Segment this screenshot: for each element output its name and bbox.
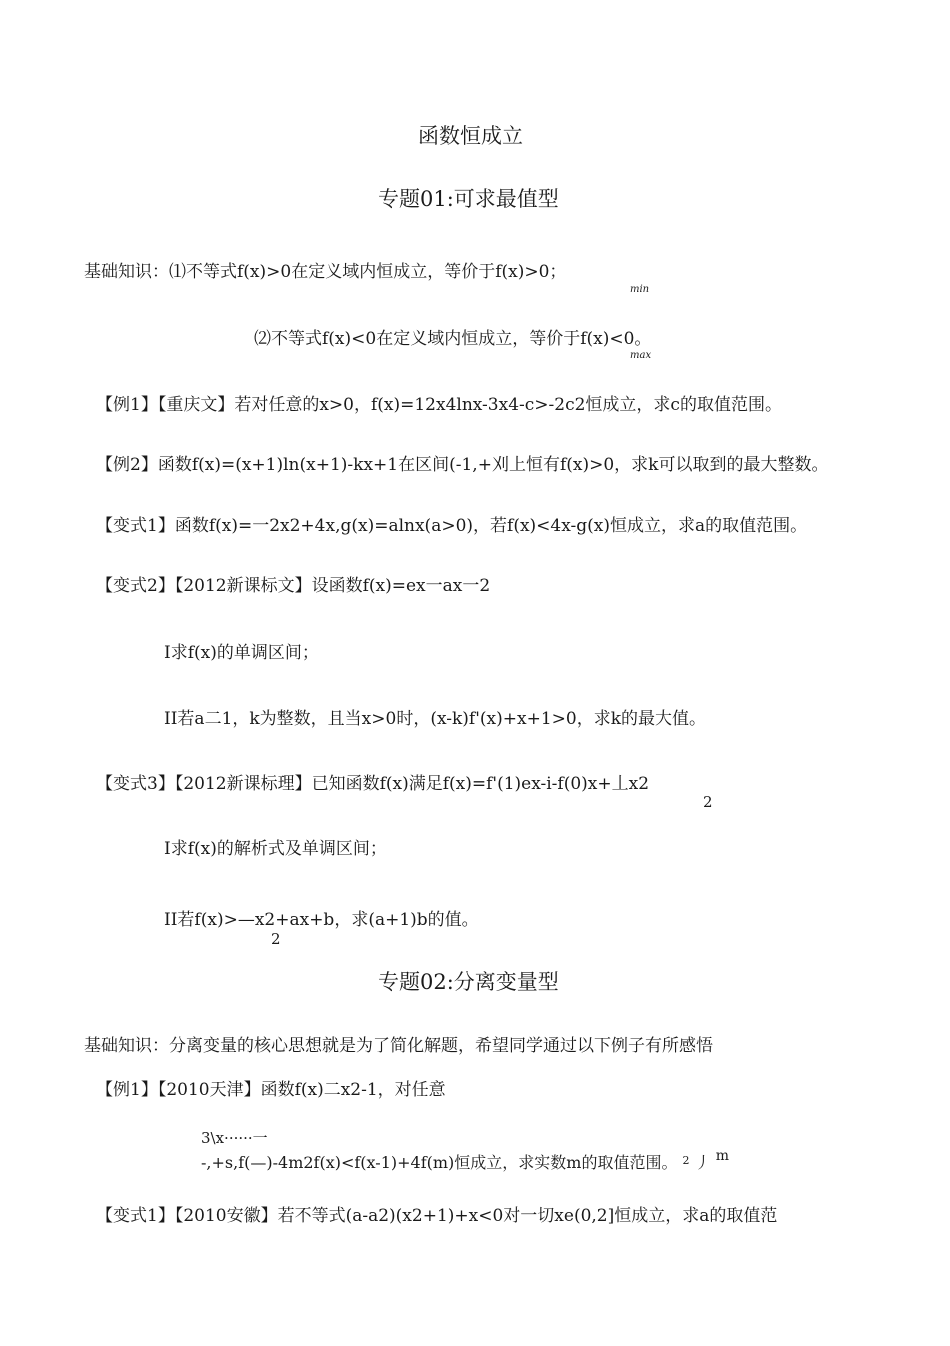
variant-2: 【变式2】【2012新课标文】设函数f(x)=ex一ax一2 [96,576,491,596]
tail-bracket: 丿 [694,1153,711,1172]
variant-3: 【变式3】【2012新课标理】已知函数f(x)满足f(x)=f'(1)ex-i-f(0)x+丄x2 [96,774,650,794]
section2-example-1-continuation [201,1146,729,1173]
example-2: 【例2】函数f(x)=(x+1)ln(x+1)-kx+1在区间(-1,+刈上恒有f(x)>0，求k可以取到的最大整数。 [96,455,829,475]
tail-m: m [715,1148,730,1164]
basic-label: 基础知识： [84,262,169,282]
section2-basic-knowledge: 基础知识：分离变量的核心思想就是为了简化解题，希望同学通过以下例子有所感悟 [84,1036,713,1056]
variant-3-part-ii: II若f(x)>—x2+ax+b，求(a+1)b的值。 [164,910,479,930]
continuation-text: -,+s,f(—)-4m2f(x)<f(x-1)+4f(m)恒成立，求实数m的取值范围。 [201,1153,678,1172]
variant-2-part-ii: II若a二1，k为整数，且当x>0时，(x-k)f'(x)+x+1>0，求k的最大值。 [164,709,706,729]
document-title: 函数恒成立 [418,124,523,148]
min-subscript: min [630,284,650,295]
variant-1: 【变式1】函数f(x)=一2x2+4x,g(x)=alnx(a>0)，若f(x)<4x-g(x)恒成立，求a的取值范围。 [96,516,808,536]
variant-3-fraction-denominator: 2 [703,793,713,811]
section1-heading: 专题01:可求最值型 [378,187,559,211]
variant-3-part-i: I求f(x)的解析式及单调区间； [164,839,387,859]
section2-heading: 专题02:分离变量型 [378,970,559,994]
section2-variant-1: 【变式1】【2010安徽】若不等式(a-a2)(x2+1)+x<0对一切xe(0,2]恒成立，求a的取值范 [96,1206,778,1226]
basic-item-1: ⑴不等式f(x)>0在定义域内恒成立，等价于f(x)>0； [169,262,567,282]
example-1: 【例1】【重庆文】若对任意的x>0，f(x)=12x4lnx-3x4-c>-2c2恒成立，求c的取值范围。 [96,395,782,415]
section2-example-1-fragment: 3\x······一 [201,1129,268,1147]
section2-example-1: 【例1】【2010天津】函数f(x)二x2-1，对任意 [96,1080,446,1100]
tail-two: 2 [682,1154,690,1167]
basic-knowledge-2: ⑵不等式f(x)<0在定义域内恒成立，等价于f(x)<0。 [254,329,652,349]
variant-3-part-ii-denominator: 2 [271,930,281,948]
variant-2-part-i: I求f(x)的单调区间； [164,643,319,663]
basic-knowledge-1 [84,262,566,282]
max-subscript: max [630,350,652,361]
